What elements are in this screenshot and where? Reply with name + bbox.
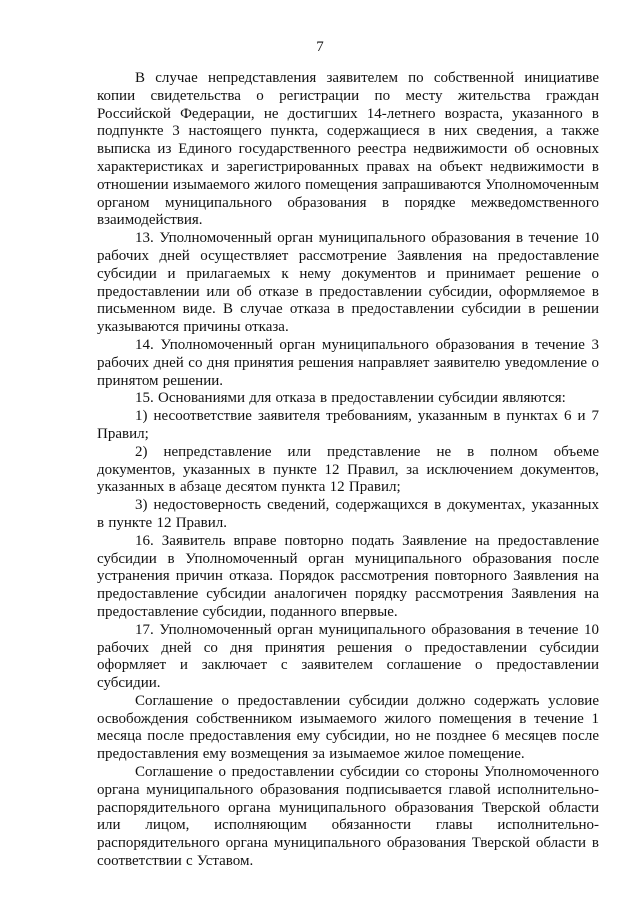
page-number: 7 xyxy=(316,39,324,55)
paragraph-item-15: 15. Основаниями для отказа в предоставлении субсидии являются: xyxy=(135,390,566,407)
paragraph-item-15-2: 2) непредставление или представление не в полном объеме документов, указанных в пункте 12 Правил, за исключением документов, указанных в абзаце десятом пункта 12 Правил; xyxy=(97,443,599,496)
paragraph-item-17: 17. Уполномоченный орган муниципального образования в течение 10 рабочих дней со дня принятия решения о предоставлении субсидии оформляет и заключает с заявителем соглашение о предоставлении субсидии. xyxy=(97,621,599,692)
document-body xyxy=(97,70,599,871)
paragraph-item-14: 14. Уполномоченный орган муниципального образования в течение 3 рабочих дней со дня принятия решения направляет заявителю уведомление о принятом решении. xyxy=(97,336,599,389)
paragraph-agreement-signing: Соглашение о предоставлении субсидии со стороны Уполномоченного органа муниципального образования подписывается главой исполнительно-распорядительного органа муниципального образования Тверской области или лицом, исполняющим обязанности главы исполнительно-распорядительного органа муниципального образования Тверской области в соответствии с Уставом. xyxy=(97,764,599,870)
paragraph-item-13: 13. Уполномоченный орган муниципального образования в течение 10 рабочих дней осуществляет рассмотрение Заявления на предоставление субсидии и прилагаемых к нему документов и принимает решение о предоставлении или об отказе в предоставлении субсидии, оформляемое в письменном виде. В случае отказа в предоставлении субсидии в решении указываются причины отказа. xyxy=(97,230,599,336)
paragraph-item-15-3: 3) недостоверность сведений, содержащихся в документах, указанных в пункте 12 Правил. xyxy=(97,497,599,531)
paragraph-item-16: 16. Заявитель вправе повторно подать Заявление на предоставление субсидии в Уполномоченный орган муниципального образования после устранения причин отказа. Порядок рассмотрения повторного Заявления на предоставление субсидии аналогичен порядку рассмотрения Заявления на предоставление субсидии, поданного впервые. xyxy=(97,532,599,620)
paragraph-registration-copies: В случае непредставления заявителем по собственной инициативе копии свидетельства о регистрации по месту жительства граждан Российской Федерации, не достигших 14-летнего возраста, указанного в подпункте 3 настоящего пункта, содержащиеся в них сведения, а также выписка из Единого государственного реестра недвижимости об основных характеристиках и зарегистрированных правах на объект недвижимости в отношении изымаемого жилого помещения запрашиваются Уполномоченным органом муниципального образования в порядке межведомственного взаимодействия. xyxy=(97,70,599,229)
paragraph-agreement-condition: Соглашение о предоставлении субсидии должно содержать условие освобождения собственником изымаемого жилого помещения в течение 1 месяца после предоставления ему субсидии, но не позднее 6 месяцев после предоставления ему возмещения за изымаемое жилое помещение. xyxy=(97,692,599,763)
paragraph-item-15-1: 1) несоответствие заявителя требованиям, указанным в пунктах 6 и 7 Правил; xyxy=(97,408,599,442)
